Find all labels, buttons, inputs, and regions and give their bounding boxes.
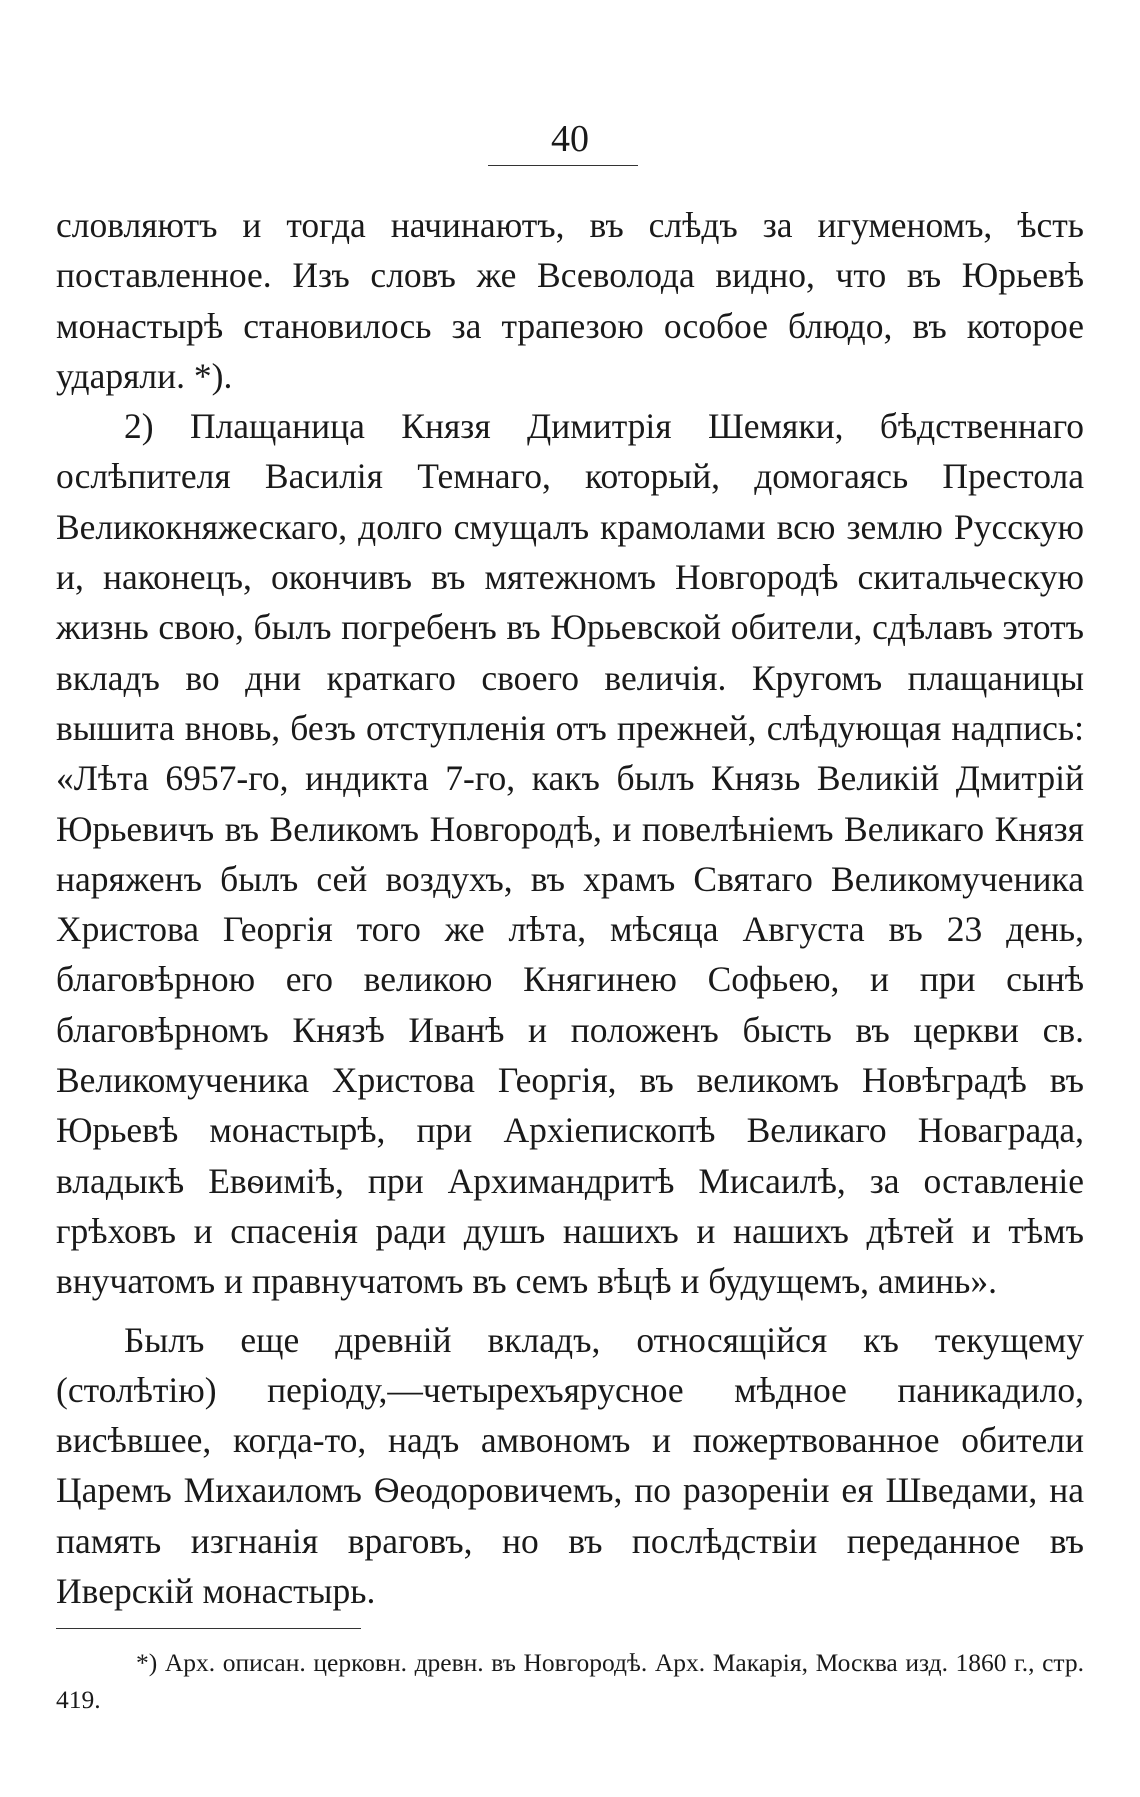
paragraph-1: словляютъ и тогда начинаютъ, въ слѣдъ за игуменомъ, ѣсть поставленное. Изъ словъ же Всеволода видно, что въ Юрьевѣ монастырѣ становилось за трапезою особое блюдо, въ которое ударяли. *). <box>56 205 1084 396</box>
page-number: 40 <box>551 118 589 160</box>
page-number-rule <box>488 165 638 166</box>
footnote: *) Арх. описан. церковн. древн. въ Новгородѣ. Арх. Макарія, Москва изд. 1860 г., стр. 419. <box>56 1648 1084 1714</box>
paragraph-2: 2) Плащаница Князя Димитрія Шемяки, бѣдственнаго ослѣпителя Василія Темнаго, который, домогаясь Престола Великокняжескаго, долго смущалъ крамолами всю землю Русскую и, наконецъ, окончивъ въ мятежномъ Новгородѣ скитальческую жизнь свою, былъ погребенъ въ Юрьевской обители, сдѣлавъ этотъ вкладъ во дни краткаго своего величія. Кругомъ плащаницы вышита вновь, безъ отступленія отъ прежней, слѣдующая надпись: «Лѣта 6957-го, индикта 7-го, какъ былъ Князь Великій Дмитрій Юрьевичъ въ Великомъ Новгородѣ, и повелѣніемъ Великаго Князя наряженъ былъ сей воздухъ, въ храмъ Святаго Великомученика Христова Георгія того же лѣта, мѣсяца Августа въ 23 день, благовѣрною его великою Княгинею Софьею, и при сынѣ благовѣрномъ Князѣ Иванѣ и положенъ бысть въ церкви св. Великомученика Христова Георгія, въ великомъ Новѣградѣ въ Юрьевѣ монастырѣ, при Архіепископѣ Великаго Новаграда, владыкѣ Евѳиміѣ, при Архимандритѣ Мисаилѣ, за оставленіе грѣховъ и спасенія ради душъ нашихъ и нашихъ дѣтей и тѣмъ внучатомъ и правнучатомъ въ семъ вѣцѣ и будущемъ, аминь». <box>56 406 1084 1302</box>
footnote-rule <box>56 1628 361 1629</box>
paragraph-3: Былъ еще древній вкладъ, относящійся къ текущему (столѣтію) періоду,—четырехъярусное мѣдное паникадило, висѣвшее, когда-то, надъ амвономъ и пожертвованное обители Царемъ Михаиломъ Ѳеодоровичемъ, по разореніи ея Шведами, на память изгнанія враговъ, но въ послѣдствіи переданное въ Иверскій монастырь. <box>56 1319 1084 1612</box>
body-text <box>56 200 1084 1616</box>
